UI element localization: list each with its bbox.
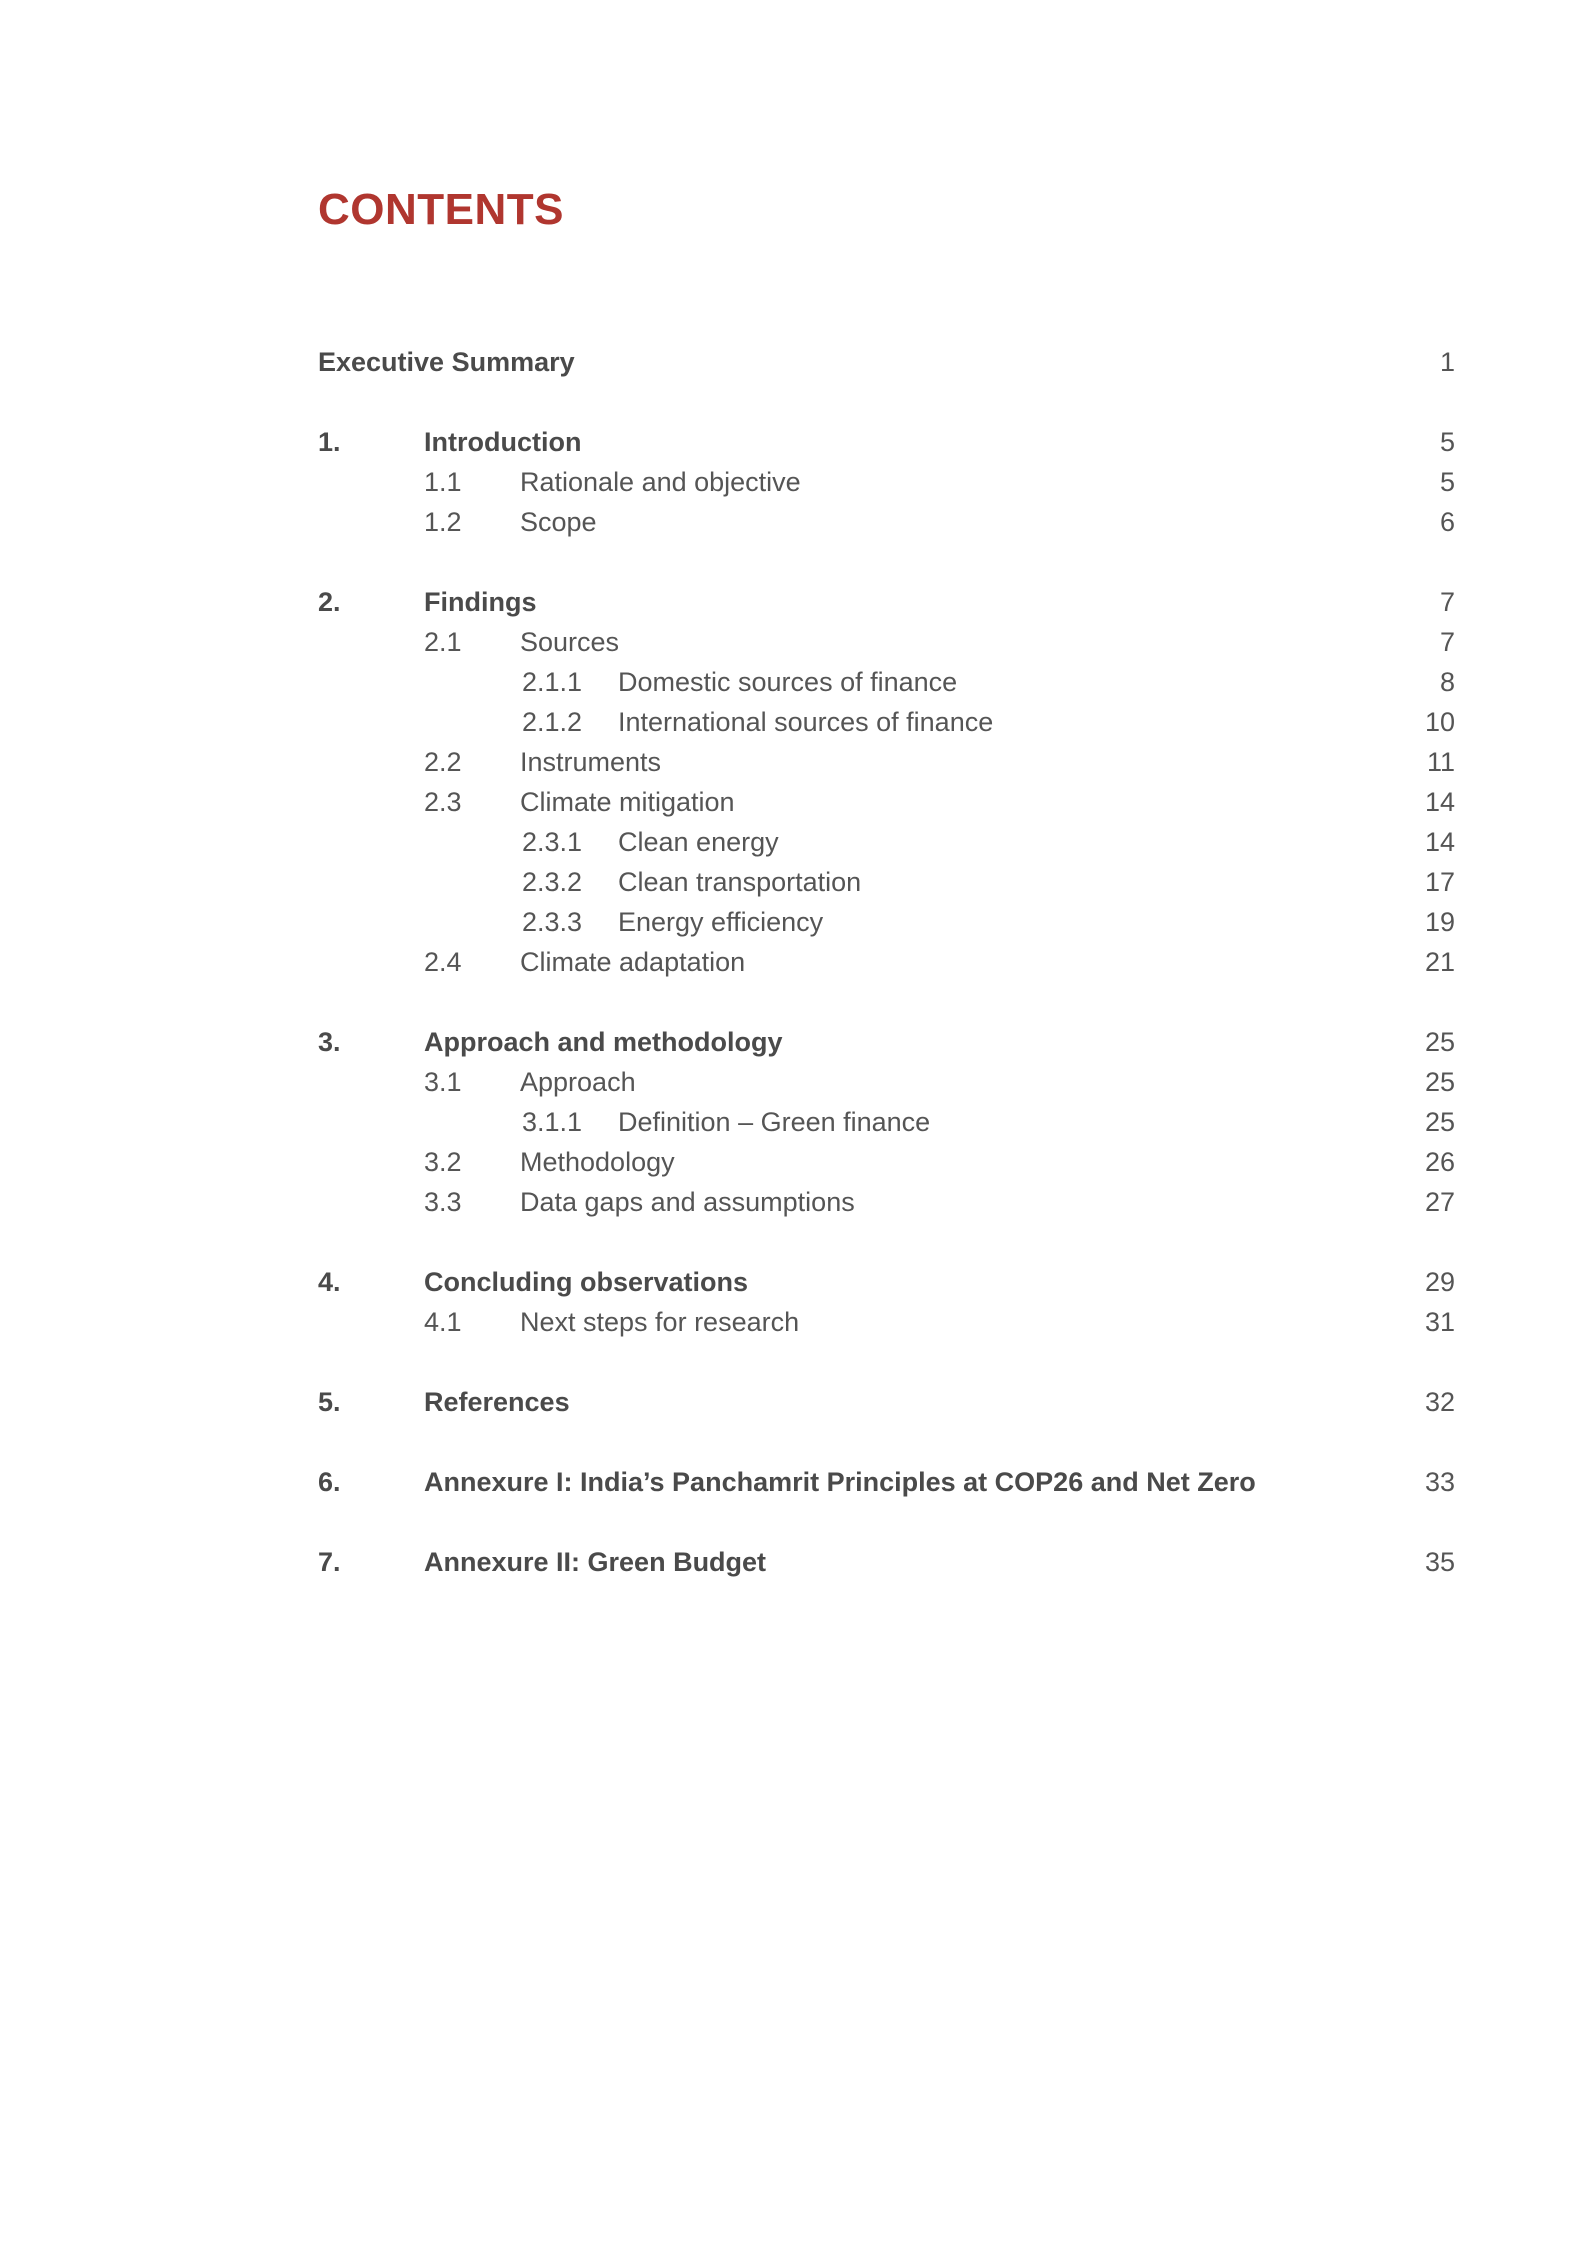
toc-entry-section-6[interactable] xyxy=(318,1462,1455,1502)
toc-entry-section-1[interactable] xyxy=(318,422,1455,462)
toc-entry-number: 2.3 xyxy=(424,787,462,817)
toc-entry-number: 1.2 xyxy=(424,507,462,537)
toc-entry-section-2-3-1[interactable] xyxy=(318,822,1455,862)
toc-entry-page-number: 1 xyxy=(1439,347,1455,377)
toc-entry-section-3[interactable] xyxy=(318,1022,1455,1062)
toc-entry-label: Clean transportation xyxy=(618,867,862,897)
toc-entry-label: Climate mitigation xyxy=(520,787,735,817)
toc-entry-page-number: 8 xyxy=(1439,667,1455,697)
toc-entry-page-number: 11 xyxy=(1426,747,1455,777)
toc-entry-section-3-2[interactable] xyxy=(318,1142,1455,1182)
toc-entry-section-2-1-1[interactable] xyxy=(318,662,1455,702)
toc-entry-number: 6. xyxy=(318,1467,341,1497)
toc-entry-number: 2.1 xyxy=(424,627,462,657)
toc-entry-number: 2. xyxy=(318,587,341,617)
toc-entry-label: Climate adaptation xyxy=(520,947,746,977)
toc-entry-label: International sources of finance xyxy=(618,707,994,737)
toc-entry-label: Introduction xyxy=(424,427,582,457)
table-of-contents xyxy=(318,342,1455,1582)
toc-entry-section-2-1[interactable] xyxy=(318,622,1455,662)
toc-entry-page-number: 26 xyxy=(1424,1147,1455,1177)
toc-entry-label: Approach xyxy=(520,1067,636,1097)
toc-entry-number: 3.3 xyxy=(424,1187,462,1217)
toc-entry-label: Clean energy xyxy=(618,827,779,857)
toc-entry-label: Findings xyxy=(424,587,537,617)
toc-entry-label: Rationale and objective xyxy=(520,467,801,497)
toc-entry-label: Annexure I: India’s Panchamrit Principles at COP26 and Net Zero xyxy=(424,1467,1256,1497)
toc-entry-section-4[interactable] xyxy=(318,1262,1455,1302)
toc-entry-page-number: 6 xyxy=(1439,507,1455,537)
toc-entry-section-4-1[interactable] xyxy=(318,1302,1455,1342)
toc-entry-section-2-2[interactable] xyxy=(318,742,1455,782)
toc-entry-number: 3.1.1 xyxy=(522,1107,583,1137)
toc-entry-page-number: 7 xyxy=(1439,627,1455,657)
toc-entry-section-2-1-2[interactable] xyxy=(318,702,1455,742)
toc-entry-number: 7. xyxy=(318,1547,341,1577)
toc-entry-number: 3. xyxy=(318,1027,341,1057)
toc-entry-section-2-3-3[interactable] xyxy=(318,902,1455,942)
toc-entry-page-number: 10 xyxy=(1424,707,1455,737)
toc-entry-section-7[interactable] xyxy=(318,1542,1455,1582)
toc-entry-executive-summary[interactable] xyxy=(318,342,1455,382)
toc-entry-number: 2.3.2 xyxy=(522,867,583,897)
toc-entry-label: Next steps for research xyxy=(520,1307,800,1337)
toc-entry-number: 1.1 xyxy=(424,467,462,497)
toc-entry-section-1-1[interactable] xyxy=(318,462,1455,502)
toc-entry-page-number: 27 xyxy=(1424,1187,1455,1217)
toc-entry-label: Data gaps and assumptions xyxy=(520,1187,855,1217)
toc-entry-number: 2.3.1 xyxy=(522,827,583,857)
toc-entry-page-number: 7 xyxy=(1439,587,1455,617)
toc-entry-section-1-2[interactable] xyxy=(318,502,1455,542)
toc-entry-number: 2.4 xyxy=(424,947,462,977)
toc-entry-label: Scope xyxy=(520,507,597,537)
toc-entry-number: 5. xyxy=(318,1387,341,1417)
toc-entry-label: Domestic sources of finance xyxy=(618,667,958,697)
toc-entry-label: Executive Summary xyxy=(318,347,575,377)
toc-entry-page-number: 35 xyxy=(1424,1547,1455,1577)
toc-entry-number: 4.1 xyxy=(424,1307,462,1337)
toc-entry-label: Concluding observations xyxy=(424,1267,749,1297)
toc-entry-page-number: 25 xyxy=(1424,1067,1455,1097)
toc-entry-page-number: 25 xyxy=(1424,1107,1455,1137)
toc-entry-page-number: 19 xyxy=(1424,907,1455,937)
toc-entry-label: Annexure II: Green Budget xyxy=(424,1547,767,1577)
toc-entry-section-3-1[interactable] xyxy=(318,1062,1455,1102)
toc-entry-label: Approach and methodology xyxy=(424,1027,783,1057)
toc-entry-section-2-4[interactable] xyxy=(318,942,1455,982)
toc-entry-label: Definition – Green finance xyxy=(618,1107,931,1137)
toc-entry-label: Methodology xyxy=(520,1147,675,1177)
toc-entry-number: 2.3.3 xyxy=(522,907,583,937)
toc-entry-number: 2.2 xyxy=(424,747,462,777)
toc-entry-section-3-1-1[interactable] xyxy=(318,1102,1455,1142)
page-title: CONTENTS xyxy=(318,185,564,234)
toc-entry-page-number: 29 xyxy=(1424,1267,1455,1297)
toc-entry-page-number: 21 xyxy=(1424,947,1455,977)
toc-entry-page-number: 17 xyxy=(1424,867,1455,897)
toc-entry-section-3-3[interactable] xyxy=(318,1182,1455,1222)
toc-entry-page-number: 31 xyxy=(1424,1307,1455,1337)
toc-entry-number: 2.1.1 xyxy=(522,667,583,697)
toc-entry-page-number: 14 xyxy=(1424,827,1455,857)
toc-entry-page-number: 5 xyxy=(1439,467,1455,497)
toc-entry-label: Sources xyxy=(520,627,620,657)
toc-entry-page-number: 25 xyxy=(1424,1027,1455,1057)
toc-entry-label: References xyxy=(424,1387,570,1417)
toc-entry-page-number: 33 xyxy=(1424,1467,1455,1497)
toc-entry-label: Instruments xyxy=(520,747,662,777)
toc-entry-section-2-3[interactable] xyxy=(318,782,1455,822)
toc-entry-page-number: 14 xyxy=(1424,787,1455,817)
toc-entry-page-number: 32 xyxy=(1424,1387,1455,1417)
toc-entry-number: 3.2 xyxy=(424,1147,462,1177)
toc-entry-number: 1. xyxy=(318,427,341,457)
toc-entry-label: Energy efficiency xyxy=(618,907,824,937)
toc-entry-section-2[interactable] xyxy=(318,582,1455,622)
toc-entry-number: 2.1.2 xyxy=(522,707,583,737)
toc-entry-section-2-3-2[interactable] xyxy=(318,862,1455,902)
toc-entry-section-5[interactable] xyxy=(318,1382,1455,1422)
toc-entry-number: 3.1 xyxy=(424,1067,462,1097)
toc-entry-page-number: 5 xyxy=(1439,427,1455,457)
toc-entry-number: 4. xyxy=(318,1267,341,1297)
